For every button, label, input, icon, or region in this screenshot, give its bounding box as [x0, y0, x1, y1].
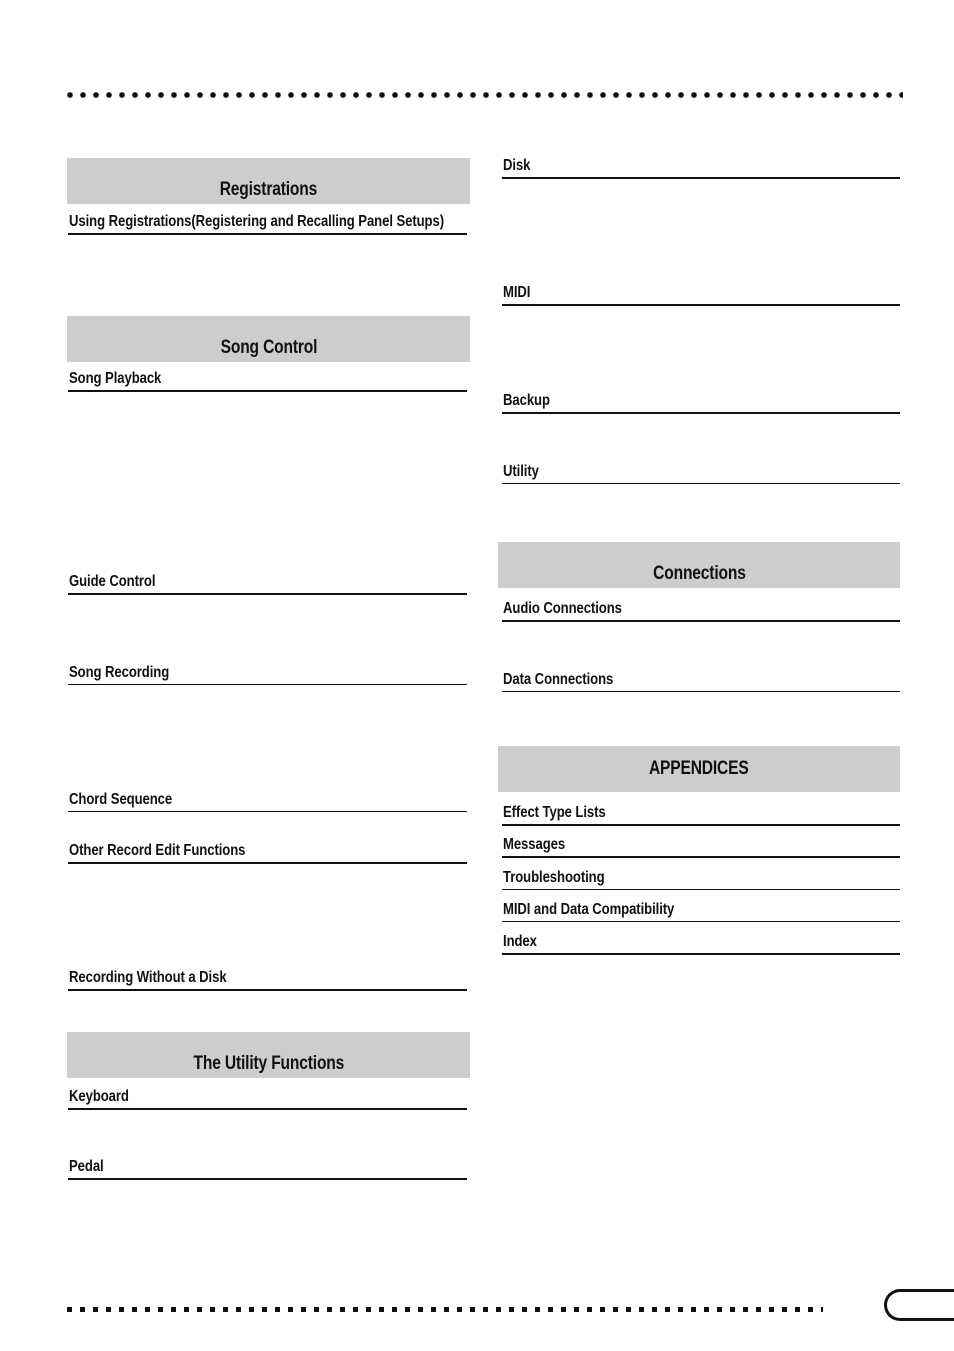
toc-entry-label: Other Record Edit Functions — [69, 842, 246, 859]
toc-entry-recording-without-a-disk[interactable] — [68, 969, 467, 991]
toc-entry-song-recording[interactable] — [68, 663, 467, 685]
toc-entry-label: Troubleshooting — [503, 869, 605, 886]
section-heading-registrations — [67, 158, 470, 204]
toc-entry-keyboard[interactable] — [68, 1088, 467, 1110]
toc-entry-label: Recording Without a Disk — [69, 969, 227, 986]
toc-entry-other-record-edit-functions[interactable] — [68, 842, 467, 864]
toc-entry-label: Data Connections — [503, 671, 614, 688]
section-title: APPENDICES — [649, 758, 749, 779]
section-heading-song-control — [67, 316, 470, 362]
toc-entry-midi-and-data-compatibility[interactable] — [502, 900, 900, 922]
toc-entry-label: MIDI — [503, 284, 531, 301]
toc-entry-label: Index — [503, 933, 537, 950]
toc-entry-audio-connections[interactable] — [502, 600, 900, 622]
section-title: Connections — [652, 563, 746, 584]
bottom-dotted-rule — [67, 1307, 823, 1312]
toc-entry-backup[interactable] — [502, 392, 900, 414]
toc-entry-data-connections[interactable] — [502, 670, 900, 692]
section-heading-utility-functions — [67, 1032, 470, 1078]
toc-entry-label: Song Playback — [69, 370, 162, 387]
toc-entry-song-playback[interactable] — [68, 370, 467, 392]
section-title: The Utility Functions — [193, 1053, 344, 1074]
toc-entry-chord-sequence[interactable] — [68, 790, 467, 812]
toc-entry-troubleshooting[interactable] — [502, 868, 900, 890]
toc-entry-using-registrations[interactable] — [68, 213, 467, 235]
toc-entry-label: Messages — [503, 836, 566, 853]
toc-entry-label: Audio Connections — [503, 600, 622, 617]
toc-entry-messages[interactable] — [502, 836, 900, 858]
toc-entry-guide-control[interactable] — [68, 573, 467, 595]
toc-entry-label: Guide Control — [69, 573, 156, 590]
toc-entry-utility[interactable] — [502, 462, 900, 484]
toc-entry-midi[interactable] — [502, 284, 900, 306]
toc-entry-label: Keyboard — [69, 1088, 129, 1105]
section-title: Song Control — [220, 337, 317, 358]
section-title: Registrations — [219, 179, 318, 200]
toc-entry-label: Utility — [503, 463, 539, 480]
toc-entry-label: Chord Sequence — [69, 791, 173, 808]
toc-entry-label: Disk — [503, 157, 531, 174]
toc-entry-disk[interactable] — [502, 157, 900, 179]
section-heading-connections — [498, 542, 900, 588]
page-tab-marker — [884, 1289, 954, 1321]
section-heading-appendices — [498, 746, 900, 792]
toc-entry-label: Using Registrations(Registering and Recalling Panel Setups) — [69, 213, 444, 230]
toc-entry-index[interactable] — [502, 933, 900, 955]
toc-entry-label: Effect Type Lists — [503, 804, 606, 821]
toc-entry-label: Song Recording — [69, 664, 170, 681]
toc-entry-label: Backup — [503, 392, 550, 409]
top-dotted-rule — [67, 92, 903, 99]
toc-entry-label: Pedal — [69, 1158, 104, 1175]
toc-entry-pedal[interactable] — [68, 1158, 467, 1180]
toc-entry-label: MIDI and Data Compatibility — [503, 901, 675, 918]
toc-entry-effect-type-lists[interactable] — [502, 804, 900, 826]
